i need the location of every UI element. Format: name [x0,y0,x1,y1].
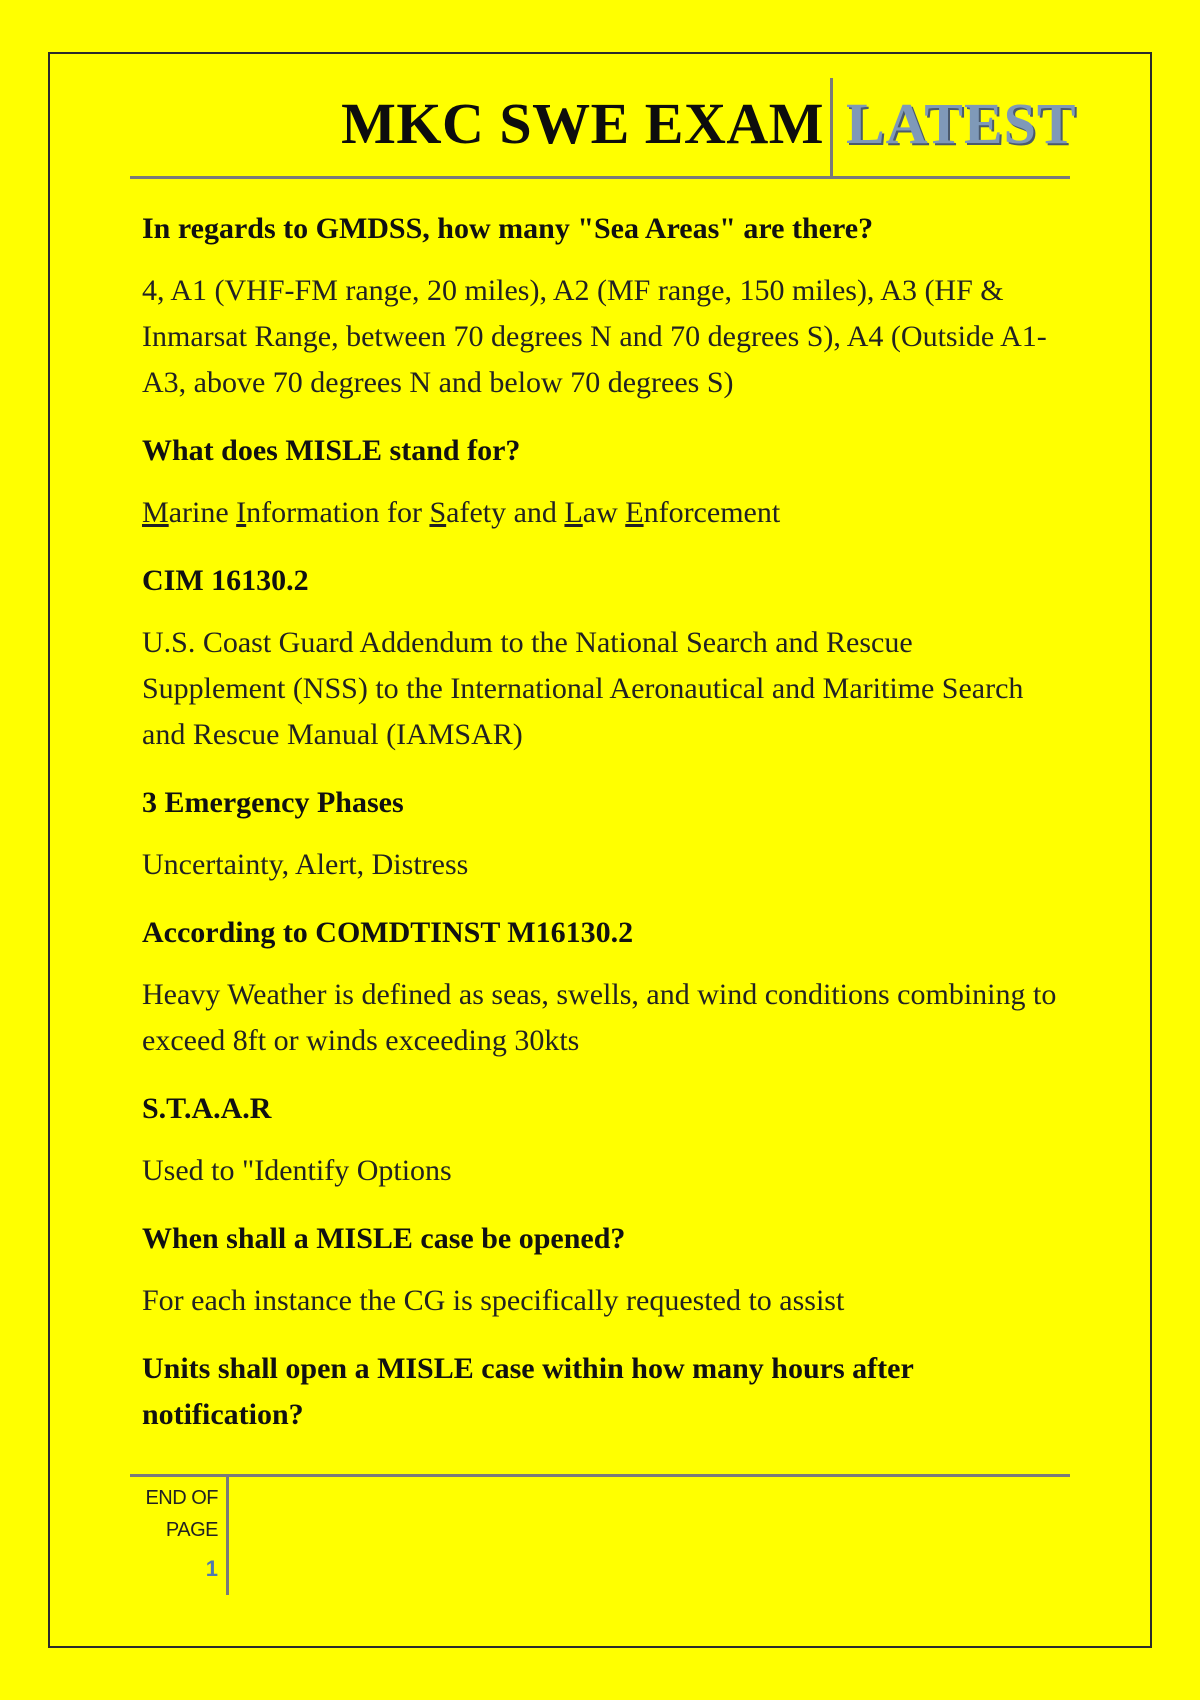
footer-rule [130,1474,1070,1477]
answer-text: For each instance the CG is specifically requested to assist [142,1284,845,1317]
answer-word-rest: aw [582,496,618,529]
question-text: When shall a MISLE case be opened? [142,1222,626,1255]
question-text: According to COMDTINST M16130.2 [142,916,634,949]
qa-item [142,206,1062,406]
qa-item [142,910,1062,1064]
header-rule [130,176,1070,179]
footer-label-line2: PAGE [165,1519,218,1541]
answer-text: Used to "Identify Options [142,1154,452,1187]
answer-initial: S [429,496,447,529]
question-text: What does MISLE stand for? [142,434,521,467]
header-divider [830,78,833,176]
answer-word-rest: nforcement [643,496,781,529]
qa-item [142,1346,1062,1438]
answer-word: for [386,496,422,529]
footer-label-line1: END OF [145,1487,218,1509]
answer-initial: L [564,496,583,529]
answer-word-rest: arine [168,496,229,529]
answer-word: and [513,496,557,529]
answer-text [142,490,1062,536]
question-text: S.T.A.A.R [142,1092,272,1125]
question-text: 3 Emergency Phases [142,786,404,819]
page-title: MKC SWE EXAM [341,91,824,156]
question-text: Units shall open a MISLE case within how many hours after notification? [142,1352,914,1431]
answer-initial: E [625,496,644,529]
answer-text: Uncertainty, Alert, Distress [142,848,469,881]
qa-item [142,1216,1062,1324]
question-text: CIM 16130.2 [142,564,309,597]
header-tag-latest: LATEST [846,91,1077,156]
qa-item [142,780,1062,888]
answer-text: Heavy Weather is defined as seas, swells, and wind conditions combining to exceed 8ft or winds exceeding 30kts [142,978,1057,1057]
answer-text: U.S. Coast Guard Addendum to the National Search and Rescue Supplement (NSS) to the International Aeronautical and Maritime Search and Rescue Manual (IAMSAR) [142,626,1024,751]
page-header [130,78,1077,178]
answer-initial: I [236,496,247,529]
footer-divider [226,1477,229,1595]
answer-word-rest: afety [446,496,507,529]
qa-item [142,1086,1062,1194]
answer-initial: M [142,496,169,529]
qa-content [142,206,1062,1460]
answer-word-rest: nformation [246,496,380,529]
footer-end-of-page [130,1482,218,1546]
page-number: 1 [205,1556,218,1581]
qa-item [142,558,1062,758]
question-text: In regards to GMDSS, how many "Sea Areas" are there? [142,212,874,245]
answer-text: 4, A1 (VHF-FM range, 20 miles), A2 (MF range, 150 miles), A3 (HF & Inmarsat Range, between 70 degrees N and 70 degrees S), A4 (Outside A1-A3, above 70 degrees N and below 70 degrees S) [142,274,1047,399]
qa-item [142,428,1062,536]
